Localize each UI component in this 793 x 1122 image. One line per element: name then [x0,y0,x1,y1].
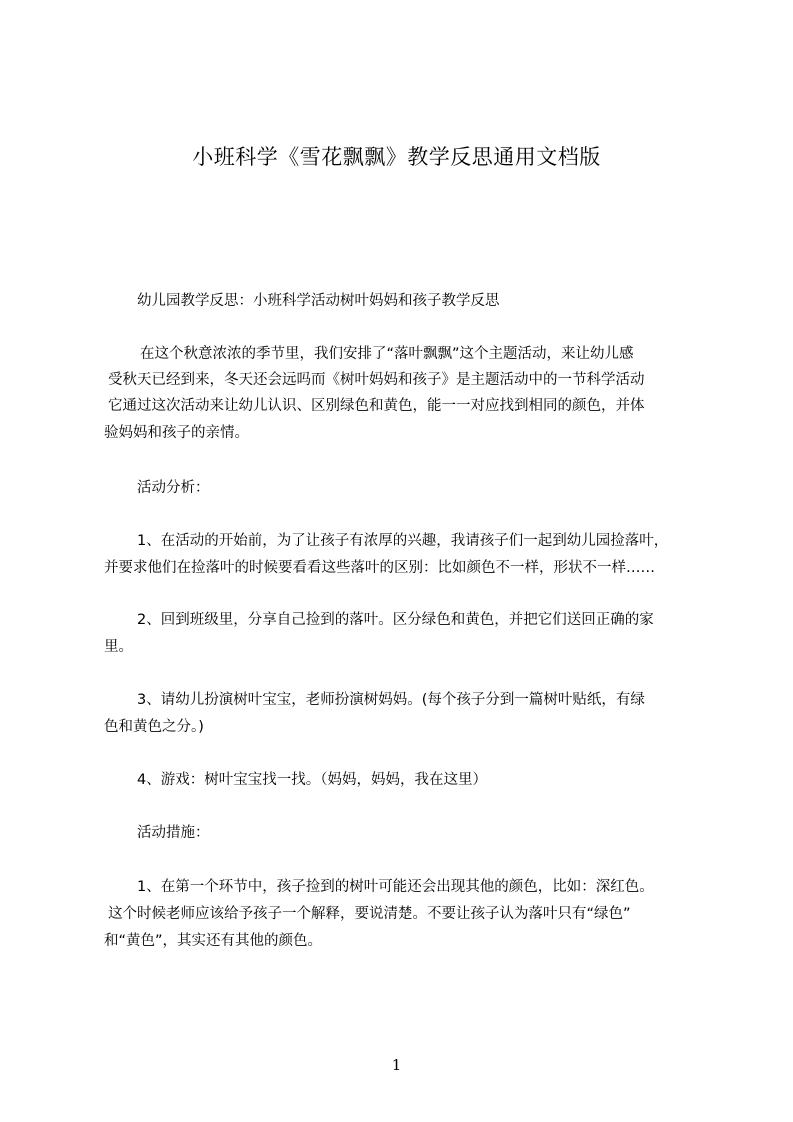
analysis-item-line: 4、游戏：树叶宝宝找一找。（妈妈，妈妈，我在这里） [137,772,487,788]
analysis-item-line: 3、请幼儿扮演树叶宝宝，老师扮演树妈妈。(每个孩子分到一篇树叶贴纸，有绿 [137,692,645,708]
analysis-item-line: 1、在活动的开始前，为了让孩子有浓厚的兴趣，我请孩子们一起到幼儿园捡落叶， [137,533,669,549]
analysis-item-line: 2、回到班级里，分享自己捡到的落叶。区分绿色和黄色，并把它们送回正确的家 [137,612,654,628]
measures-item-line: 这个时候老师应该给予孩子一个解释，要说清楚。不要让孩子认为落叶只有“绿色” [108,906,631,922]
measures-heading: 活动措施： [137,825,210,841]
intro-line: 它通过这次活动来让幼儿认识、区别绿色和黄色，能一一对应找到相同的颜色，并体 [108,398,645,414]
intro-line: 在这个秋意浓浓的季节里，我们安排了“落叶飘飘”这个主题活动，来让幼儿感 [140,346,634,362]
analysis-heading: 活动分析： [137,480,210,496]
analysis-item-line: 里。 [104,639,133,655]
subtitle-line: 幼儿园教学反思：小班科学活动树叶妈妈和孩子教学反思 [137,293,500,309]
measures-item-line: 和“黄色”，其实还有其他的颜色。 [104,933,323,949]
measures-item-line: 1、在第一个环节中，孩子捡到的树叶可能还会出现其他的颜色，比如：深红色。 [137,879,654,895]
intro-line: 验妈妈和孩子的亲情。 [104,425,249,441]
intro-line: 受秋天已经到来，冬天还会远吗而《树叶妈妈和孩子》是主题活动中的一节科学活动 [108,372,645,388]
analysis-item-line: 并要求他们在捡落叶的时候要看看这些落叶的区别：比如颜色不一样，形状不一样…… [104,560,655,576]
page-number: 1 [391,1056,402,1074]
document-title: 小班科学《雪花飘飘》教学反思通用文档版 [192,145,601,169]
analysis-item-line: 色和黄色之分。) [104,719,204,735]
